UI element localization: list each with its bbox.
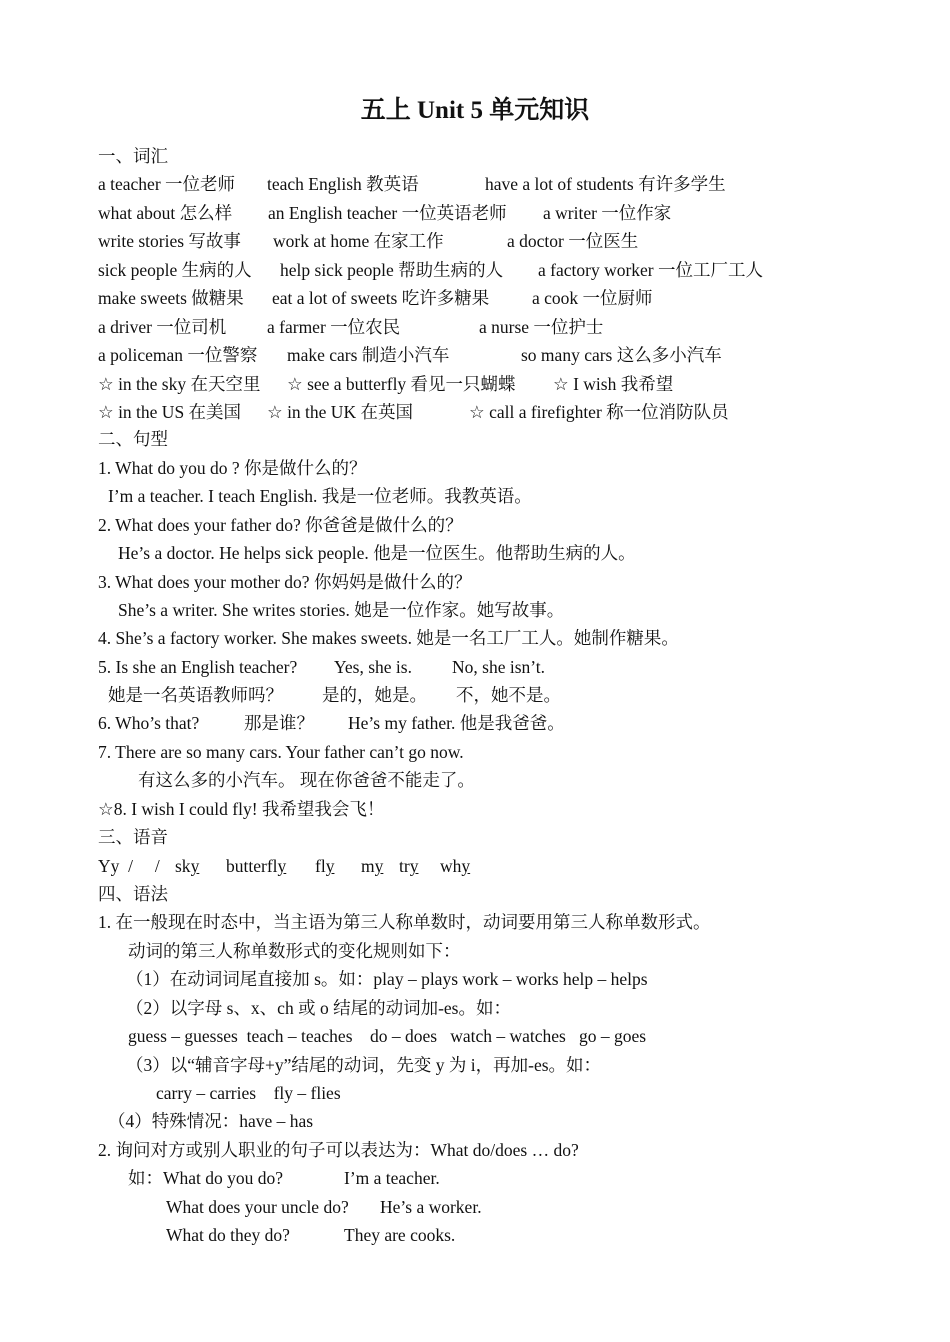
sentence-line: He’s a doctor. He helps sick people. 他是一位医生。他帮助生病的人。 [118, 543, 636, 563]
answer-text: He’s my father. 他是我爸爸。 [348, 713, 565, 733]
answer-no-translation: 不，她不是。 [456, 685, 561, 705]
vocab-entry: so many cars 这么多小汽车 [521, 345, 722, 365]
vocab-entry: a policeman 一位警察 [98, 345, 258, 365]
sentence-line: ☆8. I wish I could fly! 我希望我会飞！ [98, 799, 385, 819]
vocab-heading: 一、词汇 [98, 146, 168, 166]
answer-yes-translation: 是的，她是。 [322, 685, 427, 705]
underlined-letter: y [461, 856, 471, 876]
vocab-entry: work at home 在家工作 [273, 231, 444, 251]
vocab-entry: ☆ in the UK 在英国 [267, 402, 413, 422]
vocab-entry: eat a lot of sweets 吃许多糖果 [272, 288, 490, 308]
phonics-word: sky [175, 856, 200, 876]
phonics-word: try [399, 856, 419, 876]
vocab-entry: a cook 一位厨师 [532, 288, 653, 308]
vocab-entry: write stories 写故事 [98, 231, 241, 251]
grammar-line: guess – guesses teach – teaches do – does watch – watches go – goes [128, 1026, 647, 1046]
example-question: 如：What do you do? [128, 1168, 284, 1188]
underlined-letter: y [409, 856, 419, 876]
vocab-entry: a teacher 一位老师 [98, 174, 236, 194]
grammar-line: （1）在动词词尾直接加 s。如：play – plays work – works help – helps [126, 969, 648, 989]
vocab-entry: make cars 制造小汽车 [287, 345, 450, 365]
underlined-letter: y [374, 856, 384, 876]
answer-no-text: No, she isn’t. [452, 657, 546, 677]
example-answer: They are cooks. [344, 1225, 456, 1245]
page-title: 五上 Unit 5 单元知识 [360, 97, 590, 124]
vocab-entry: a farmer 一位农民 [267, 317, 401, 337]
grammar-line: （3）以“辅音字母+y”结尾的动词，先变 y 为 i，再加-es。如： [126, 1055, 602, 1075]
grammar-line: 1. 在一般现在时态中，当主语为第三人称单数时，动词要用第三人称单数形式。 [98, 912, 711, 932]
phonics-word: my [361, 856, 384, 876]
example-answer: I’m a teacher. [344, 1168, 440, 1188]
grammar-line: 动词的第三人称单数形式的变化规则如下： [128, 941, 461, 961]
grammar-line: （2）以字母 s、x、ch 或 o 结尾的动词加-es。如： [126, 998, 511, 1018]
underlined-letter: y [190, 856, 200, 876]
sentence-line: She’s a writer. She writes stories. 她是一位作家。她写故事。 [118, 600, 565, 620]
vocab-entry: make sweets 做糖果 [98, 288, 244, 308]
phonics-word: fly [315, 856, 335, 876]
sentence-line: 有这么多的小汽车。 现在你爸爸不能走了。 [138, 770, 475, 790]
vocab-entry: have a lot of students 有许多学生 [485, 174, 726, 194]
vocab-entry: a factory worker 一位工厂工人 [538, 260, 764, 280]
vocab-entry: ☆ see a butterfly 看见一只蝴蝶 [287, 374, 516, 394]
vocab-entry: a driver 一位司机 [98, 317, 227, 337]
vocab-entry: teach English 教英语 [267, 174, 419, 194]
sentence-line: I’m a teacher. I teach English. 我是一位老师。我教英语。 [108, 486, 532, 506]
vocab-entry: a doctor 一位医生 [507, 231, 639, 251]
sentence-line: 1. What do you do ? 你是做什么的？ [98, 458, 367, 478]
vocab-entry: what about 怎么样 [98, 203, 233, 223]
question-text: 5. Is she an English teacher? [98, 657, 298, 677]
phonics-heading: 三、语音 [98, 827, 168, 847]
example-question: What do they do? [166, 1225, 290, 1245]
example-question: What does your uncle do? [166, 1197, 349, 1217]
grammar-line: carry – carries fly – flies [156, 1083, 341, 1103]
vocab-entry: a nurse 一位护士 [479, 317, 604, 337]
sentence-line: 4. She’s a factory worker. She makes sweets. 她是一名工厂工人。她制作糖果。 [98, 628, 679, 648]
vocab-entry: an English teacher 一位英语老师 [268, 203, 507, 223]
grammar-line: 2. 询问对方或别人职业的句子可以表达为：What do/does … do? [98, 1140, 579, 1160]
vocab-entry: ☆ in the sky 在天空里 [98, 374, 261, 394]
question-translation: 她是一名英语教师吗？ [108, 685, 283, 705]
grammar-heading: 四、语法 [98, 884, 168, 904]
question-translation: 那是谁？ [244, 713, 314, 733]
phonics-label: Yy / / [98, 856, 160, 876]
sentences-heading: 二、句型 [98, 429, 168, 449]
phonics-word: why [440, 856, 471, 876]
phonics-word: butterfly [226, 856, 287, 876]
question-text: 6. Who’s that? [98, 713, 200, 733]
underlined-letter: y [325, 856, 335, 876]
vocab-entry: ☆ call a firefighter 称一位消防队员 [469, 402, 729, 422]
sentence-line: 2. What does your father do? 你爸爸是做什么的？ [98, 515, 463, 535]
grammar-line: （4）特殊情况：have – has [108, 1111, 314, 1131]
vocab-entry: help sick people 帮助生病的人 [280, 260, 504, 280]
sentence-line: 7. There are so many cars. Your father can’t go now. [98, 742, 464, 762]
answer-yes-text: Yes, she is. [334, 657, 412, 677]
vocab-entry: ☆ I wish 我希望 [553, 374, 674, 394]
sentence-line: 3. What does your mother do? 你妈妈是做什么的？ [98, 572, 472, 592]
example-answer: He’s a worker. [380, 1197, 482, 1217]
vocab-entry: a writer 一位作家 [543, 203, 672, 223]
underlined-letter: y [277, 856, 287, 876]
vocab-entry: sick people 生病的人 [98, 260, 252, 280]
vocab-entry: ☆ in the US 在美国 [98, 402, 242, 422]
